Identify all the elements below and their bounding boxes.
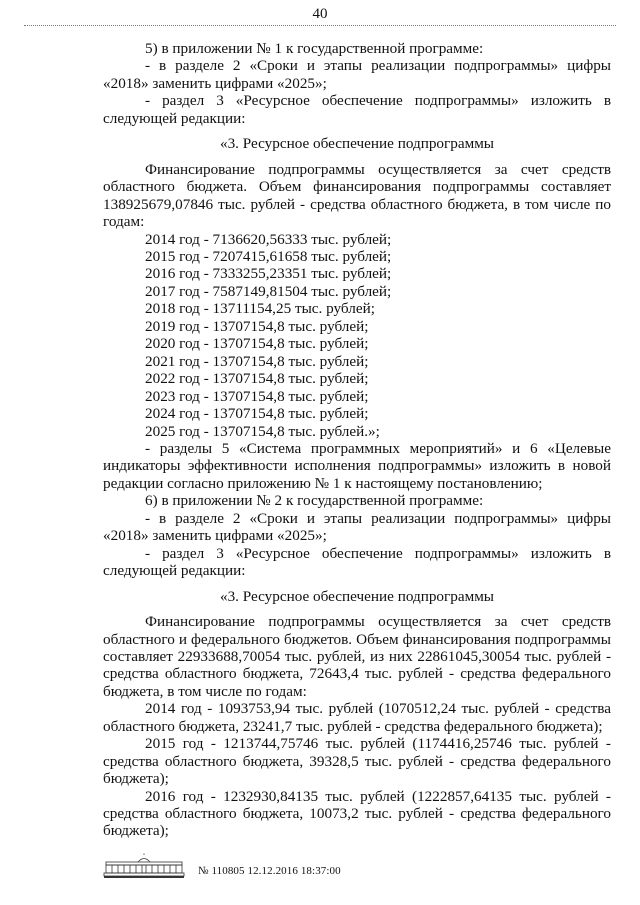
year-line: 2024 год - 13707154,8 тыс. рублей; xyxy=(145,405,369,423)
year-line: 2014 год - 7136620,56333 тыс. рублей; xyxy=(145,230,392,248)
section-heading-1: «3. Ресурсное обеспечение подпрограммы xyxy=(219,135,495,153)
paragraph-item-6a: - в разделе 2 «Сроки и этапы реализации подпрограммы» цифры «2018» заменить цифрами «2025»; xyxy=(103,509,611,545)
paragraph-item-6: 6) в приложении № 2 к государственной программе: xyxy=(145,492,484,510)
year-line: 2023 год - 13707154,8 тыс. рублей; xyxy=(145,387,369,405)
header-divider xyxy=(24,25,616,26)
paragraph-item-5: 5) в приложении № 1 к государственной программе: xyxy=(145,40,484,57)
year-line: 2021 год - 13707154,8 тыс. рублей; xyxy=(145,352,369,370)
paragraph-item-5a: - в разделе 2 «Сроки и этапы реализации подпрограммы» цифры «2018» заменить цифрами «2025»; xyxy=(103,57,611,92)
funding-paragraph-2: Финансирование подпрограммы осуществляется за счет средств областного и федерального бюджетов. Объем финансирования подпрограммы составляет 22933688,70054 тыс. рублей, из них 22861045,30054 тыс. рублей - средства областного бюджета, 72643,4 тыс. рублей - средства федерального бюджета, в том числе по годам: xyxy=(103,613,611,700)
paragraph-sections-5-6: - разделы 5 «Система программных мероприятий» и 6 «Целевые индикаторы эффективности исполнения подпрограммы» изложить в новой редакции согласно приложению № 1 к настоящему постановлению; xyxy=(103,439,611,492)
page-number: 40 xyxy=(312,6,328,22)
year-line: 2019 год - 13707154,8 тыс. рублей; xyxy=(145,317,369,335)
document-id-timestamp: № 110805 12.12.2016 18:37:00 xyxy=(198,865,341,877)
document-body xyxy=(103,40,611,840)
year-paragraph: 2015 год - 1213744,75746 тыс. рублей (1174416,25746 тыс. рублей - средства областного бюджета, 39328,5 тыс. рублей - средства федерального бюджета); xyxy=(103,735,611,788)
year-line: 2022 год - 13707154,8 тыс. рублей; xyxy=(145,370,369,388)
paragraph-item-6b: - раздел 3 «Ресурсное обеспечение подпрограммы» изложить в следующей редакции: xyxy=(103,544,611,580)
year-paragraph: 2016 год - 1232930,84135 тыс. рублей (1222857,64135 тыс. рублей - средства областного бюджета, 10073,2 тыс. рублей - средства федерального бюджета); xyxy=(103,787,611,840)
parliament-building-icon xyxy=(102,853,186,879)
year-line: 2016 год - 7333255,23351 тыс. рублей; xyxy=(145,265,392,283)
year-line: 2017 год - 7587149,81504 тыс. рублей; xyxy=(145,282,392,300)
year-line: 2018 год - 13711154,25 тыс. рублей; xyxy=(145,300,375,318)
footer xyxy=(102,851,341,879)
section-heading-2: «3. Ресурсное обеспечение подпрограммы xyxy=(219,587,495,605)
paragraph-item-5b: - раздел 3 «Ресурсное обеспечение подпрограммы» изложить в следующей редакции: xyxy=(103,92,611,127)
year-paragraph: 2014 год - 1093753,94 тыс. рублей (1070512,24 тыс. рублей - средства областного бюджета, 23241,7 тыс. рублей - средства федерального бюджета); xyxy=(103,700,611,735)
year-line: 2015 год - 7207415,61658 тыс. рублей; xyxy=(145,247,392,265)
funding-paragraph-1: Финансирование подпрограммы осуществляется за счет средств областного бюджета. Объем финансирования подпрограммы составляет 138925679,07846 тыс. рублей - средства областного бюджета, в том числе по годам: xyxy=(103,160,611,231)
year-line: 2025 год - 13707154,8 тыс. рублей.»; xyxy=(145,422,380,440)
year-line: 2020 год - 13707154,8 тыс. рублей; xyxy=(145,335,369,353)
